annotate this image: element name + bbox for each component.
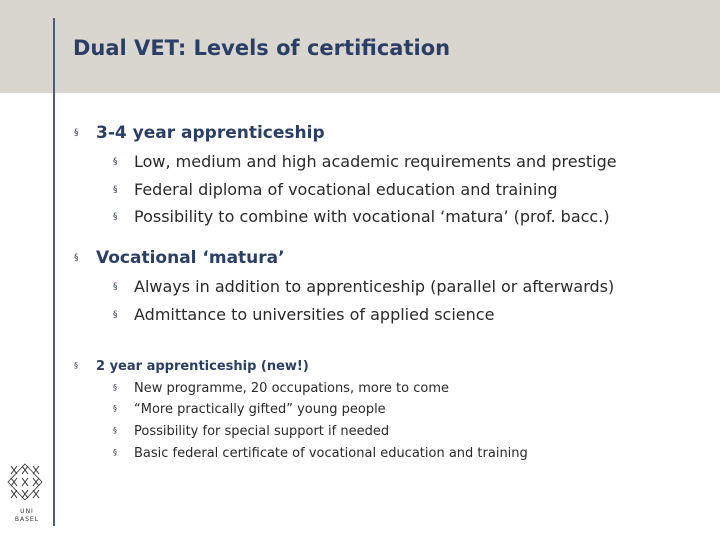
list-item bbox=[113, 446, 528, 461]
bullet-icon: § bbox=[113, 426, 117, 435]
slide-title: Dual VET: Levels of certification bbox=[73, 36, 451, 60]
section-heading-text: Vocational ‘matura’ bbox=[96, 248, 285, 268]
list-item-text: “More practically gifted” young people bbox=[134, 402, 386, 417]
list-item bbox=[113, 207, 610, 226]
list-item-text: Low, medium and high academic requirements and prestige bbox=[134, 152, 617, 171]
section-heading-apprenticeship-2 bbox=[74, 359, 309, 374]
logo-text-uni: UNI bbox=[20, 508, 34, 515]
list-item-text: Always in addition to apprenticeship (parallel or afterwards) bbox=[134, 277, 615, 296]
bullet-icon: § bbox=[113, 383, 117, 392]
list-item bbox=[113, 424, 389, 439]
bullet-icon: § bbox=[74, 361, 78, 370]
list-item bbox=[113, 277, 614, 296]
section-heading-text: 2 year apprenticeship (new!) bbox=[96, 359, 309, 374]
logo-text-basel: BASEL bbox=[14, 516, 40, 523]
vertical-rule bbox=[53, 18, 55, 526]
bullet-icon: § bbox=[113, 310, 118, 320]
list-item-text: Possibility to combine with vocational ‘matura’ (prof. bacc.) bbox=[134, 207, 610, 226]
bullet-icon: § bbox=[113, 157, 118, 167]
bullet-icon: § bbox=[74, 128, 79, 138]
list-item-text: Possibility for special support if needed bbox=[134, 424, 390, 439]
bullet-icon: § bbox=[113, 212, 118, 222]
section-heading-text: 3-4 year apprenticeship bbox=[96, 123, 325, 143]
list-item-text: New programme, 20 occupations, more to come bbox=[134, 381, 449, 396]
bullet-icon: § bbox=[74, 253, 79, 263]
section-heading-vocational-matura bbox=[74, 248, 285, 268]
bullet-icon: § bbox=[113, 282, 118, 292]
list-item-text: Federal diploma of vocational education and training bbox=[134, 180, 558, 199]
list-item bbox=[113, 152, 617, 171]
list-item-text: Basic federal certificate of vocational education and training bbox=[134, 446, 528, 461]
list-item bbox=[113, 381, 449, 396]
list-item-text: Admittance to universities of applied science bbox=[134, 305, 495, 324]
list-item bbox=[113, 305, 494, 324]
section-heading-apprenticeship-3-4 bbox=[74, 123, 325, 143]
list-item bbox=[113, 180, 558, 199]
bullet-icon: § bbox=[113, 448, 117, 457]
list-item bbox=[113, 402, 386, 417]
bullet-icon: § bbox=[113, 185, 118, 195]
bullet-icon: § bbox=[113, 404, 117, 413]
